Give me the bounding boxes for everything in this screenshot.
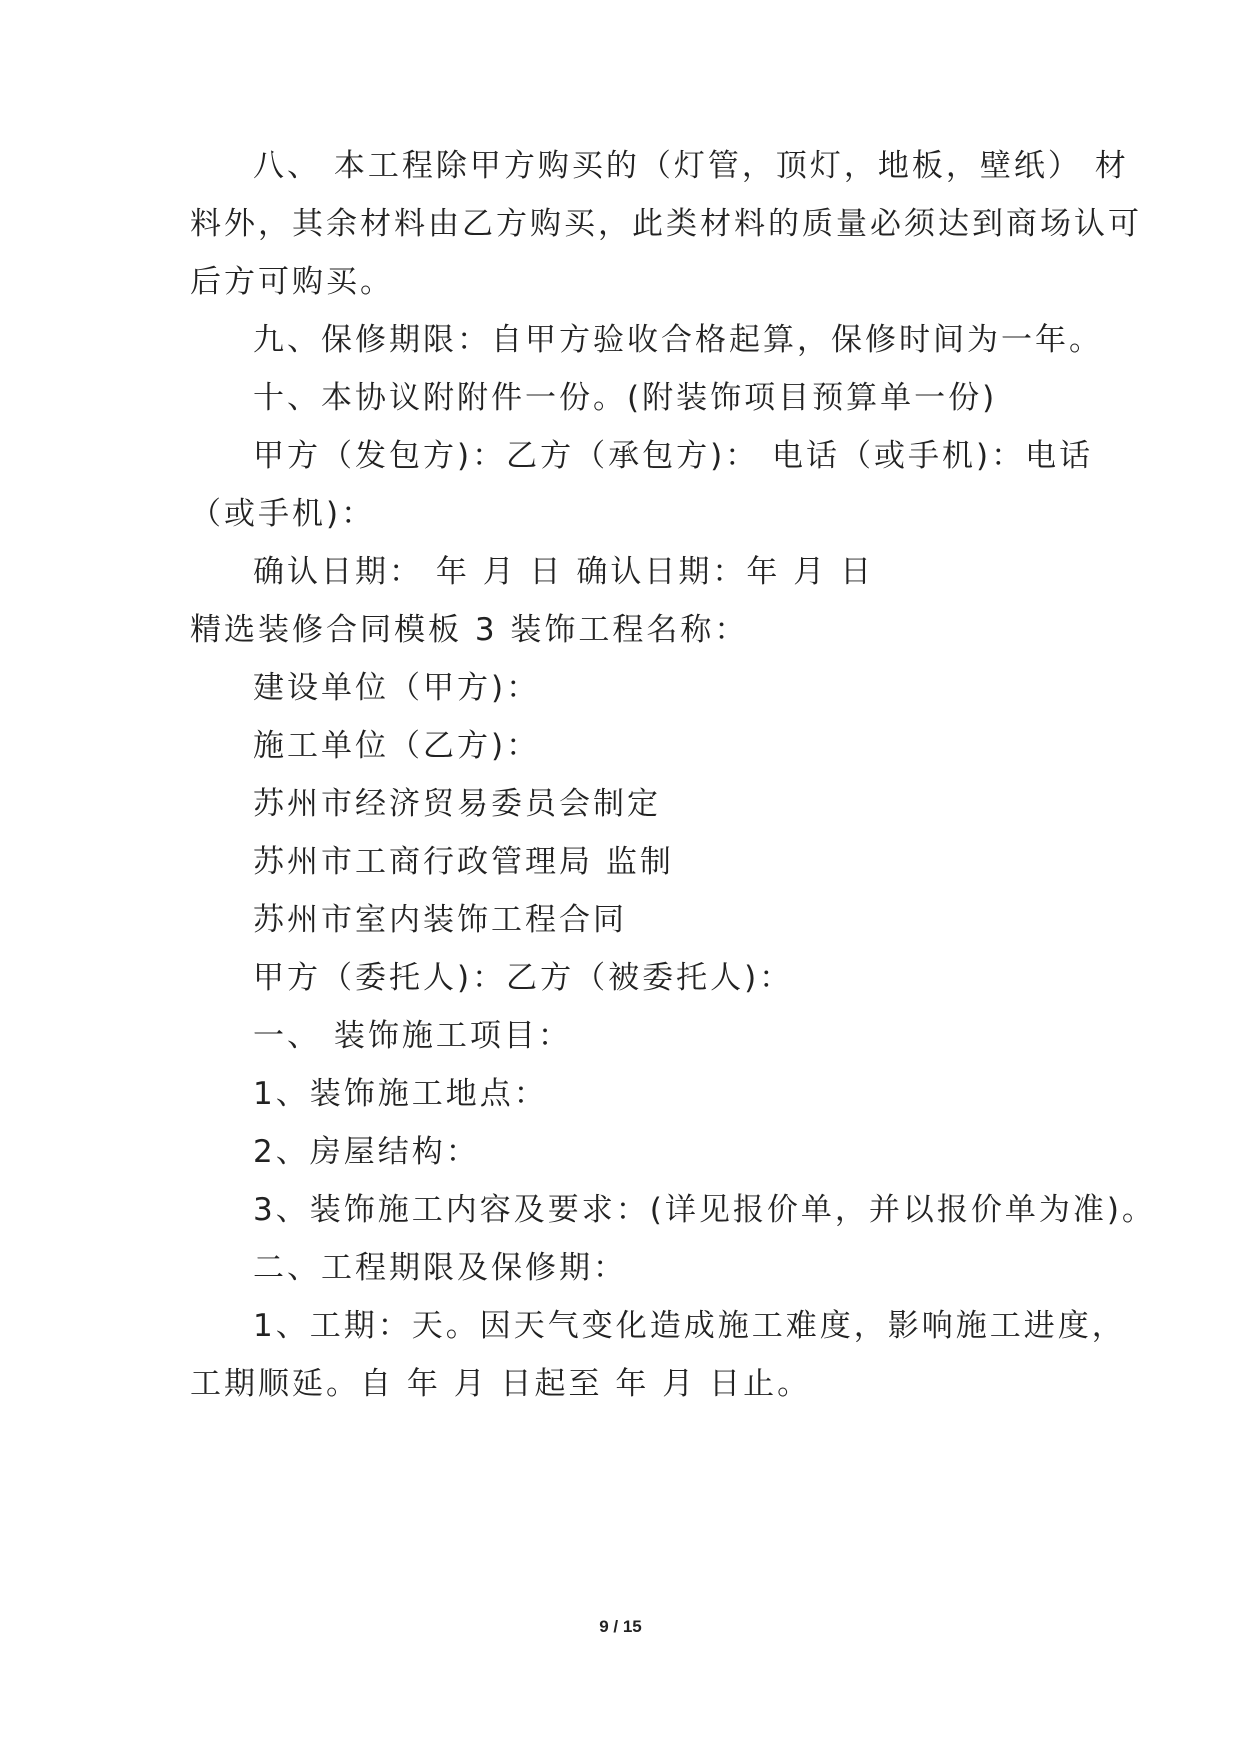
text-line: 工期顺延。自 年 月 日起至 年 月 日止。 [190, 1366, 812, 1402]
text-line: 二、工程期限及保修期： [253, 1250, 627, 1286]
text-line: 1、装饰施工地点： [253, 1076, 548, 1112]
text-line: 后方可购买。 [190, 264, 394, 300]
text-line: 十、本协议附附件一份。(附装饰项目预算单一份) [253, 380, 998, 416]
text-line: 苏州市工商行政管理局 监制 [253, 844, 674, 880]
text-line: 九、保修期限：自甲方验收合格起算，保修时间为一年。 [253, 322, 1103, 358]
text-line: （或手机)： [190, 496, 376, 532]
text-line: 甲方（发包方)：乙方（承包方)： 电话（或手机)：电话 [253, 438, 1094, 474]
text-line: 建设单位（甲方)： [253, 670, 541, 706]
text-line: 苏州市室内装饰工程合同 [253, 902, 627, 938]
section-heading: 精选装修合同模板 3 装饰工程名称： [190, 612, 749, 648]
text-line: 施工单位（乙方)： [253, 728, 541, 764]
text-line: 3、装饰施工内容及要求：(详见报价单，并以报价单为准)。 [253, 1192, 1156, 1228]
text-line: 一、 装饰施工项目： [253, 1018, 572, 1054]
text-line: 八、 本工程除甲方购买的（灯管，顶灯，地板，壁纸） 材 [253, 148, 1129, 184]
text-line: 料外，其余材料由乙方购买，此类材料的质量必须达到商场认可 [190, 206, 1142, 242]
text-line: 苏州市经济贸易委员会制定 [253, 786, 661, 822]
text-line: 1、工期：天。因天气变化造成施工难度，影响施工进度， [253, 1308, 1126, 1344]
page-number: 9 / 15 [599, 1617, 642, 1636]
text-line: 确认日期： 年 月 日 确认日期：年 月 日 [253, 554, 875, 590]
text-line: 甲方（委托人)：乙方（被委托人)： [253, 960, 794, 996]
text-line: 2、房屋结构： [253, 1134, 480, 1170]
